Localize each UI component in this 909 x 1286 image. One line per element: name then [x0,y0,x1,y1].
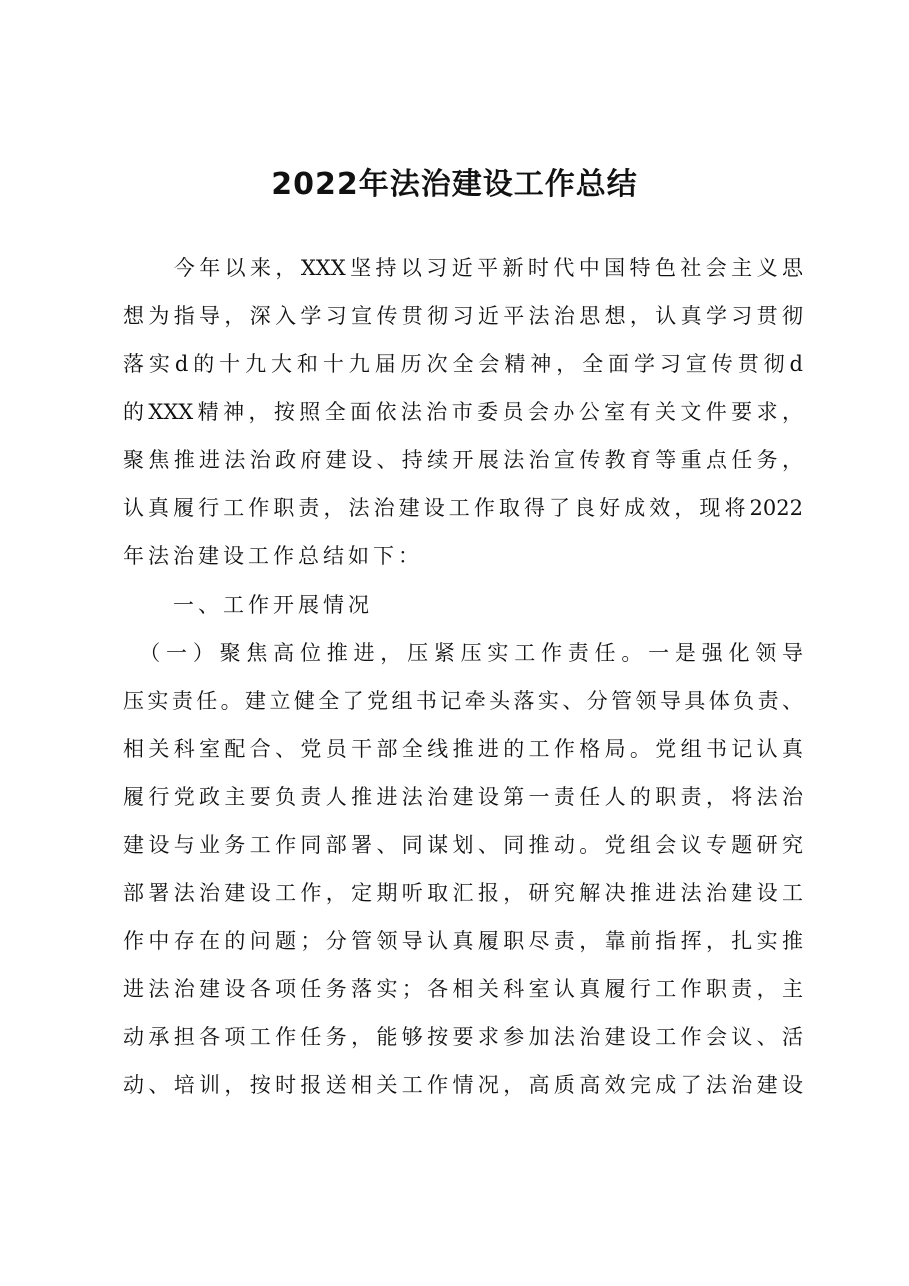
section-heading: 一、工作开展情况 [123,593,373,617]
body-line-12: 履行党政主要负责人推进法治建设第一责任人的职责，将法治 [123,785,803,809]
body-line-14: 部署法治建设工作，定期听取汇报，研究解决推进法治建设工 [123,881,803,905]
body-line-16: 进法治建设各项任务落实；各相关科室认真履行工作职责，主 [123,977,803,1001]
body-line-15: 作中存在的问题；分管领导认真履职尽责，靠前指挥，扎实推 [123,929,803,953]
body-line-18: 动、培训，按时报送相关工作情况，高质高效完成了法治建设 [123,1073,803,1097]
body-line-11: 相关科室配合、党员干部全线推进的工作格局。党组书记认真 [123,737,803,761]
document-title: 2022年法治建设工作总结 [271,167,638,202]
body-line-1: 今年以来，XXX坚持以习近平新时代中国特色社会主义思 [123,256,803,280]
body-line-9: （一）聚焦高位推进，压紧压实工作责任。一是强化领导 [123,641,803,665]
body-line-17: 动承担各项工作任务，能够按要求参加法治建设工作会议、活 [123,1025,803,1049]
body-line-13: 建设与业务工作同部署、同谋划、同推动。党组会议专题研究 [123,833,803,857]
body-line-3: 落实d的十九大和十九届历次全会精神，全面学习宣传贯彻d [123,352,803,376]
body-line-6: 认真履行工作职责，法治建设工作取得了良好成效，现将2022 [123,496,803,520]
body-line-7: 年法治建设工作总结如下： [123,544,423,568]
body-line-4: 的XXX精神，按照全面依法治市委员会办公室有关文件要求， [123,400,803,424]
body-line-10: 压实责任。建立健全了党组书记牵头落实、分管领导具体负责、 [123,689,803,713]
body-line-2: 想为指导，深入学习宣传贯彻习近平法治思想，认真学习贯彻 [123,304,803,328]
body-line-5: 聚焦推进法治政府建设、持续开展法治宣传教育等重点任务， [123,448,803,472]
